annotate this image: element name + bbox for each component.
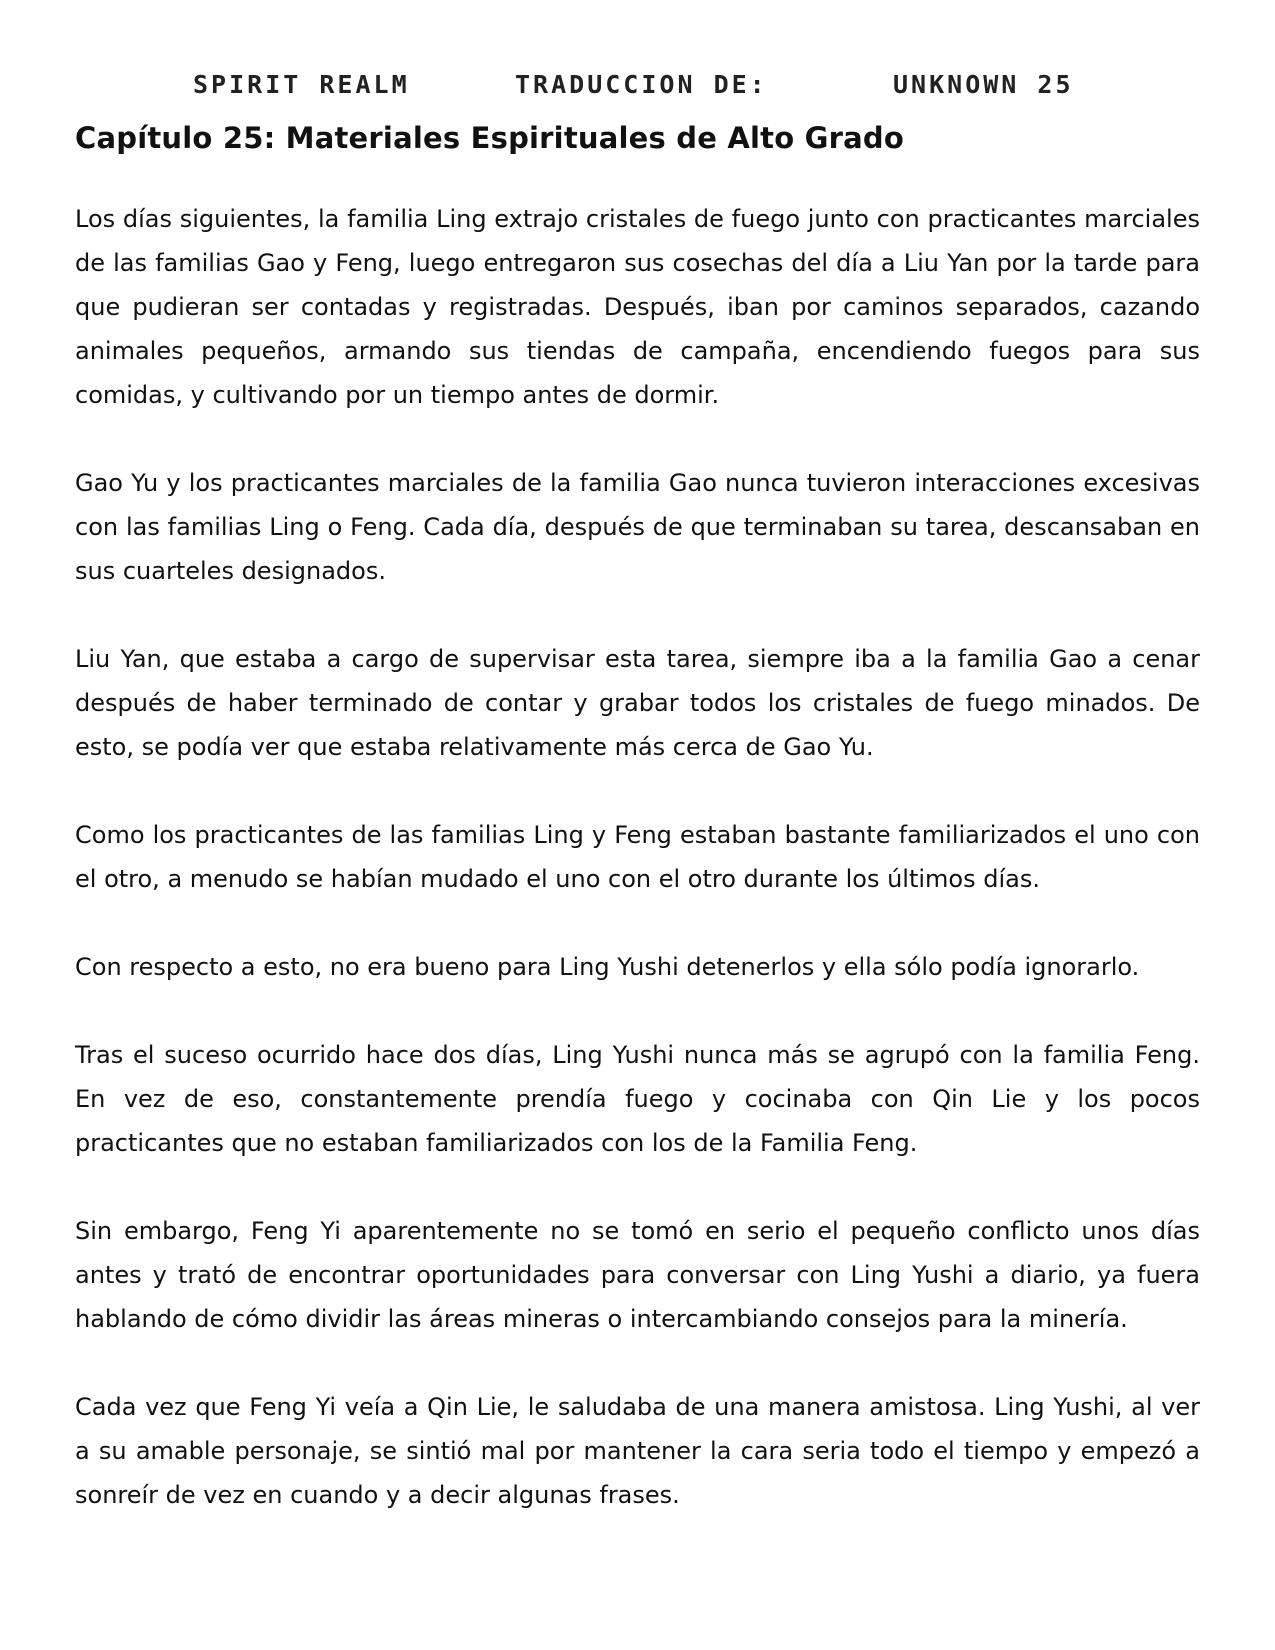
- paragraph: Los días siguientes, la familia Ling extrajo cristales de fuego junto con practicantes marciales de las familias Gao y Feng, luego entregaron sus cosechas del día a Liu Yan por la tarde para que pudieran ser contadas y registradas. Después, iban por caminos separados, cazando animales pequeños, armando sus tiendas de campaña, encendiendo fuegos para sus comidas, y cultivando por un tiempo antes de dormir.: [75, 204, 1200, 409]
- header-series-name: SPIRIT REALM: [193, 70, 410, 99]
- paragraph: Tras el suceso ocurrido hace dos días, Ling Yushi nunca más se agrupó con la familia Feng. En vez de eso, constantemente prendía fuego y cocinaba con Qin Lie y los pocos practicantes que no estaban familiarizados con los de la Familia Feng.: [75, 1040, 1200, 1157]
- chapter-title: Capítulo 25: Materiales Espirituales de Alto Grado: [75, 121, 905, 155]
- document-body: [75, 118, 1200, 1561]
- paragraph: Liu Yan, que estaba a cargo de supervisar esta tarea, siempre iba a la familia Gao a cenar después de haber terminado de contar y grabar todos los cristales de fuego minados. De esto, se podía ver que estaba relativamente más cerca de Gao Yu.: [75, 644, 1200, 761]
- running-header: [0, 70, 1275, 110]
- header-translator-name: UNKNOWN 25: [893, 70, 1074, 99]
- paragraph: Gao Yu y los practicantes marciales de la familia Gao nunca tuvieron interacciones excesivas con las familias Ling o Feng. Cada día, después de que terminaban su tarea, descansaban en sus cuarteles designados.: [75, 468, 1200, 585]
- paragraph: Cada vez que Feng Yi veía a Qin Lie, le saludaba de una manera amistosa. Ling Yushi, al ver a su amable personaje, se sintió mal por mantener la cara seria todo el tiempo y empezó a sonreír de vez en cuando y a decir algunas frases.: [75, 1392, 1200, 1509]
- paragraph: Con respecto a esto, no era bueno para Ling Yushi detenerlos y ella sólo podía ignorarlo.: [75, 952, 1140, 981]
- paragraph: Como los practicantes de las familias Ling y Feng estaban bastante familiarizados el uno con el otro, a menudo se habían mudado el uno con el otro durante los últimos días.: [75, 820, 1200, 893]
- paragraph: Sin embargo, Feng Yi aparentemente no se tomó en serio el pequeño conflicto unos días antes y trató de encontrar oportunidades para conversar con Ling Yushi a diario, ya fuera hablando de cómo dividir las áreas mineras o intercambiando consejos para la minería.: [75, 1216, 1200, 1333]
- header-translation-label: TRADUCCION DE:: [515, 70, 768, 99]
